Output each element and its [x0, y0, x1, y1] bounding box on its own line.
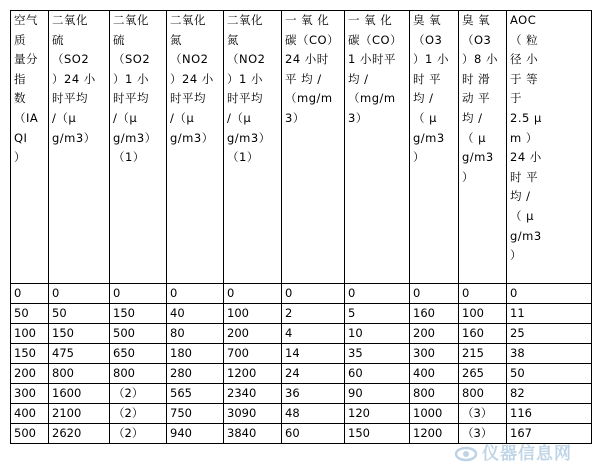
column-header	[167, 11, 224, 284]
table-cell: 0	[11, 284, 49, 304]
column-header	[459, 11, 507, 284]
table-cell: 1200	[410, 424, 459, 444]
table-cell: 3840	[224, 424, 282, 444]
table-cell: 1000	[410, 404, 459, 424]
column-header	[507, 11, 592, 284]
column-header-text: 臭 氧 （O3 ）8 小 时 滑 动 平 均 / （ μ g/m3 ）	[462, 13, 498, 184]
table-cell: 400	[11, 404, 49, 424]
table-cell: 4	[282, 324, 345, 344]
table-cell: 35	[345, 344, 410, 364]
table-cell: 2620	[49, 424, 110, 444]
table-row	[11, 304, 592, 324]
table-cell: 0	[224, 284, 282, 304]
table-row	[11, 404, 592, 424]
table-cell: 50	[49, 304, 110, 324]
table-cell: 800	[110, 364, 167, 384]
table-cell: 40	[167, 304, 224, 324]
table-cell: 38	[507, 344, 592, 364]
column-header-text: 二氧化 硫 （SO2 ）1 小 时平均 /（μ g/m3） （1）	[113, 13, 157, 165]
column-header-text: 一 氧 化 碳（CO） 1 小时平 均 / （mg/m 3）	[348, 13, 403, 125]
table-cell: 180	[167, 344, 224, 364]
table-cell: 565	[167, 384, 224, 404]
table-row	[11, 384, 592, 404]
table-cell: （2）	[110, 404, 167, 424]
table-cell: 2	[282, 304, 345, 324]
table-cell: 800	[49, 364, 110, 384]
table-cell: 2340	[224, 384, 282, 404]
column-header-text: 二氧化 硫 （SO2 ）24 小 时平均 /（μ g/m3）	[52, 13, 96, 145]
table-row	[11, 324, 592, 344]
table-cell: 120	[345, 404, 410, 424]
column-header	[282, 11, 345, 284]
column-header-text: 二氧化 氮 （NO2 ）1 小 时平均 /（μ g/m3） （1）	[227, 13, 271, 165]
table-cell: （3）	[459, 404, 507, 424]
table-cell: 650	[110, 344, 167, 364]
table-cell: （2）	[110, 424, 167, 444]
table-cell: 215	[459, 344, 507, 364]
table-cell: 5	[345, 304, 410, 324]
table-cell: 940	[167, 424, 224, 444]
table-cell: 100	[11, 324, 49, 344]
table-cell: （3）	[459, 424, 507, 444]
table-cell: 82	[507, 384, 592, 404]
watermark-logo-icon	[454, 445, 478, 463]
table-cell: 800	[459, 384, 507, 404]
table-cell: 0	[49, 284, 110, 304]
table-cell: 50	[11, 304, 49, 324]
table-cell: 150	[49, 324, 110, 344]
table-cell: 0	[507, 284, 592, 304]
header-row	[11, 11, 592, 284]
table-cell: 500	[110, 324, 167, 344]
column-header	[345, 11, 410, 284]
aqi-table	[10, 10, 592, 444]
table-cell: 36	[282, 384, 345, 404]
table-cell: 0	[459, 284, 507, 304]
table-cell: 167	[507, 424, 592, 444]
table-cell: 280	[167, 364, 224, 384]
table-cell: 100	[224, 304, 282, 324]
column-header	[11, 11, 49, 284]
table-row	[11, 344, 592, 364]
column-header	[110, 11, 167, 284]
column-header-text: AOC （ 粒 径 小 于 等 于 2.5 μ m ） 24 小 时 平 均 / （ μ g/m3 ）	[510, 13, 542, 263]
table-cell: 300	[410, 344, 459, 364]
table-row	[11, 364, 592, 384]
table-cell: 160	[459, 324, 507, 344]
table-cell: 10	[345, 324, 410, 344]
column-header-text: 臭 氧 （O3 ）1 小 时 平 均 / （ μ g/m3 ）	[413, 13, 449, 165]
table-cell: 0	[110, 284, 167, 304]
table-cell: 14	[282, 344, 345, 364]
table-cell: 0	[345, 284, 410, 304]
table-cell: 100	[459, 304, 507, 324]
table-cell: 400	[410, 364, 459, 384]
column-header	[224, 11, 282, 284]
table-cell: 150	[11, 344, 49, 364]
column-header-text: 空气质 量分指 数 （IAQI ）	[14, 13, 39, 165]
table-cell: 150	[110, 304, 167, 324]
table-cell: 24	[282, 364, 345, 384]
watermark-text: 仪器信息网	[482, 444, 572, 464]
table-cell: 80	[167, 324, 224, 344]
table-cell: 200	[410, 324, 459, 344]
table-cell: 116	[507, 404, 592, 424]
table-cell: 200	[224, 324, 282, 344]
table-cell: 2100	[49, 404, 110, 424]
table-cell: 265	[459, 364, 507, 384]
table-row	[11, 284, 592, 304]
table-cell: （2）	[110, 384, 167, 404]
table-cell: 750	[167, 404, 224, 424]
table-cell: 25	[507, 324, 592, 344]
table-cell: 300	[11, 384, 49, 404]
table-cell: 50	[507, 364, 592, 384]
column-header	[49, 11, 110, 284]
table-cell: 0	[410, 284, 459, 304]
table-row	[11, 424, 592, 444]
table-cell: 160	[410, 304, 459, 324]
column-header-text: 二氧化 氮 （NO2 ）24 小 时平均 /（μ g/m3）	[170, 13, 214, 145]
table-cell: 0	[167, 284, 224, 304]
column-header	[410, 11, 459, 284]
table-cell: 1200	[224, 364, 282, 384]
table-cell: 150	[345, 424, 410, 444]
table-cell: 200	[11, 364, 49, 384]
table-cell: 90	[345, 384, 410, 404]
table-cell: 60	[282, 424, 345, 444]
table-cell: 60	[345, 364, 410, 384]
table-cell: 500	[11, 424, 49, 444]
table-cell: 700	[224, 344, 282, 364]
table-cell: 3090	[224, 404, 282, 424]
table-cell: 0	[282, 284, 345, 304]
column-header-text: 一 氧 化 碳（CO） 24 小时 平 均 / （mg/m 3）	[285, 13, 340, 125]
table-cell: 800	[410, 384, 459, 404]
table-cell: 1600	[49, 384, 110, 404]
table-cell: 475	[49, 344, 110, 364]
table-cell: 11	[507, 304, 592, 324]
table-cell: 48	[282, 404, 345, 424]
